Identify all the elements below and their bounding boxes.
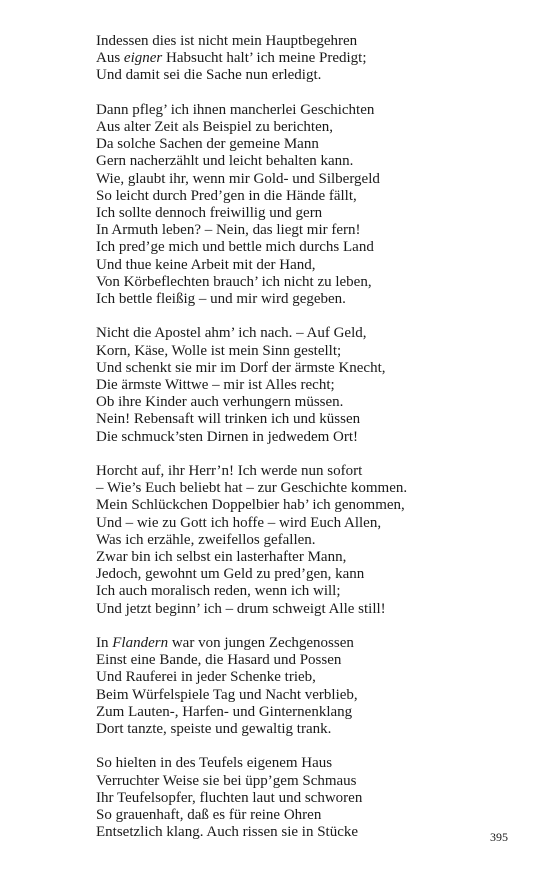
stanza [96, 755, 526, 841]
poem-line: Wie, glaubt ihr, wenn mir Gold- und Silbergeld [96, 170, 380, 187]
poem-line: Ob ihre Kinder auch verhungern müssen. [96, 394, 344, 411]
poem-line: In Armuth leben? – Nein, das liegt mir fern! [96, 222, 361, 239]
stanza [96, 33, 526, 85]
poem-text [96, 33, 526, 859]
poem-line: Die schmuck’sten Dirnen in jedwedem Ort! [96, 428, 359, 445]
page-number: 395 [490, 830, 508, 844]
poem-line: Und jetzt beginn’ ich – drum schweigt Alle still! [96, 600, 386, 617]
poem-line: Indessen dies ist nicht mein Hauptbegehren [96, 33, 358, 49]
poem-line: Und thue keine Arbeit mit der Hand, [96, 256, 316, 273]
poem-line: Die ärmste Wittwe – mir ist Alles recht; [96, 377, 335, 394]
emphasized-word: eigner [123, 50, 163, 67]
stanza [96, 635, 526, 738]
poem-line: Dann pfleg’ ich ihnen mancherlei Geschichten [96, 101, 375, 118]
poem-line: So leicht durch Pred’gen in die Hände fällt, [96, 187, 357, 204]
poem-line: Und damit sei die Sache nun erledigt. [96, 67, 322, 84]
poem-line: Aus alter Zeit als Beispiel zu berichten, [96, 119, 334, 135]
poem-line: Nicht die Apostel ahm’ ich nach. – Auf Geld, [96, 325, 367, 342]
poem-line: Ich pred’ge mich und bettle mich durchs Land [96, 239, 374, 256]
poem-line: Was ich erzähle, zweifellos gefallen. [96, 531, 316, 548]
poem-line: Da solche Sachen der gemeine Mann [96, 136, 319, 153]
poem-line: So grauenhaft, daß es für reine Ohren [96, 807, 322, 824]
poem-line: Zwar bin ich selbst ein lasterhafter Mann, [96, 549, 347, 566]
stanza [96, 102, 526, 308]
line-segment: Aus [96, 50, 124, 67]
poem-line: Ich sollte dennoch freiwillig und gern [96, 205, 323, 222]
poem-line: Und – wie zu Gott ich hoffe – wird Euch Allen, [96, 514, 382, 531]
poem-line: Ihr Teufelsopfer, fluchten laut und schworen [96, 789, 363, 806]
line-segment: war von jungen Zechgenossen [168, 635, 354, 652]
poem-line: Gern nacherzählt und leicht behalten kann. [96, 153, 354, 170]
poem-line: Horcht auf, ihr Herr’n! Ich werde nun sofort [96, 463, 363, 480]
poem-line: Nein! Rebensaft will trinken ich und küssen [96, 411, 361, 428]
poem-line [96, 50, 526, 67]
poem-line: Ich bettle fleißig – und mir wird gegeben. [96, 291, 346, 308]
poem-line: Mein Schlückchen Doppelbier hab’ ich genommen, [96, 497, 405, 514]
poem-line: Einst eine Bande, die Hasard und Possen [96, 652, 342, 669]
poem-line: Und schenkt sie mir im Dorf der ärmste Knecht, [96, 359, 386, 376]
stanza [96, 325, 526, 445]
poem-line: Ich auch moralisch reden, wenn ich will; [96, 583, 341, 600]
poem-line: Verruchter Weise sie bei üpp’gem Schmaus [96, 772, 357, 789]
line-segment: In [96, 635, 113, 652]
poem-line: Entsetzlich klang. Auch rissen sie in Stücke [96, 824, 359, 841]
poem-line: Jedoch, gewohnt um Geld zu pred’gen, kann [96, 566, 365, 583]
poem-line: Beim Würfelspiele Tag und Nacht verblieb, [96, 686, 358, 703]
poem-line [96, 635, 526, 652]
stanza [96, 463, 526, 618]
poem-line: – Wie’s Euch beliebt hat – zur Geschichte kommen. [96, 480, 408, 497]
emphasized-word: Flandern [112, 635, 169, 652]
line-segment: Habsucht halt’ ich meine Predigt; [162, 50, 367, 67]
poem-line: Zum Lauten-, Harfen- und Ginternenklang [96, 703, 353, 720]
poem-line: So hielten in des Teufels eigenem Haus [96, 755, 333, 772]
poem-line: Und Rauferei in jeder Schenke trieb, [96, 669, 316, 686]
poem-line: Korn, Käse, Wolle ist mein Sinn gestellt; [96, 342, 342, 359]
poem-line: Von Körbeflechten brauch’ ich nicht zu leben, [96, 273, 372, 290]
poem-line: Dort tanzte, speiste und gewaltig trank. [96, 721, 332, 738]
